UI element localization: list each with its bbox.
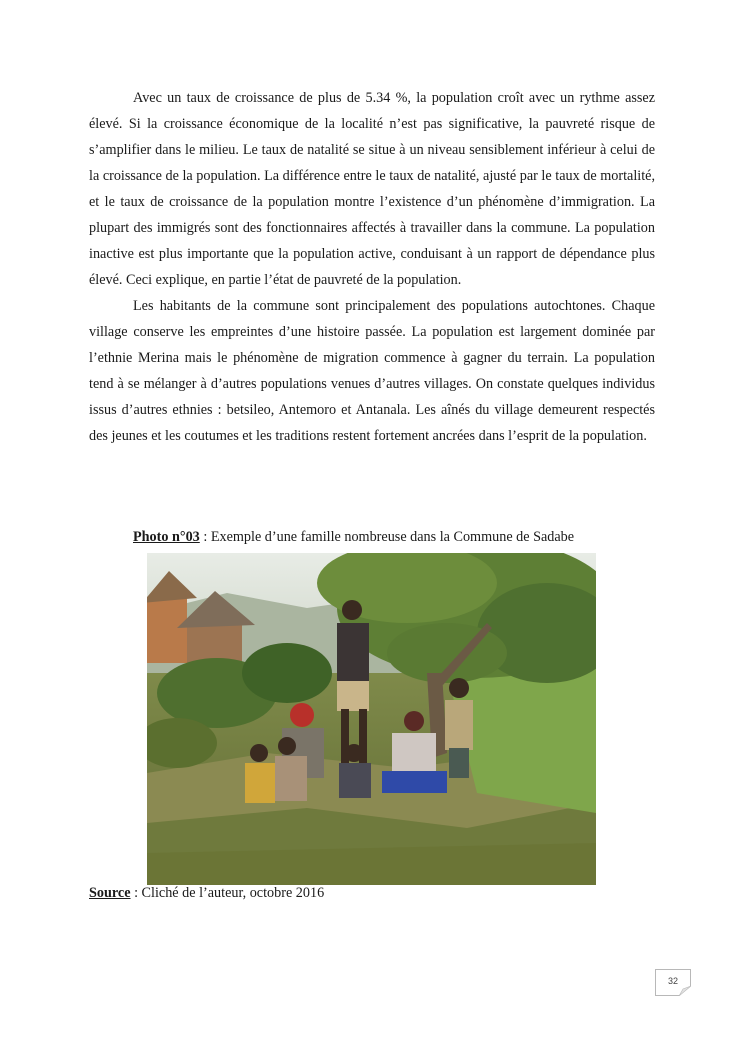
source-label: Source <box>89 885 131 901</box>
page-curl-icon <box>679 986 691 996</box>
photo-caption-text: : Exemple d’une famille nombreuse dans la Commune de Sadabe <box>199 529 575 545</box>
family-photo <box>147 553 596 885</box>
family-photo-illustration <box>147 553 596 885</box>
paragraph-1: Avec un taux de croissance de plus de 5.34 %, la population croît avec un rythme assez élevé. Si la croissance économique de la localité n’est pas significative, la pauvreté risque de s’amplifier dans le milieu. Le taux de natalité se situe à un niveau sensiblement inférieur à celui de la croissance de la population. La différence entre le taux de natalité, ajusté par le taux de mortalité, et le taux de croissance de la population montre l’existence d’un phénomène d’immigration. La plupart des immigrés sont des fonctionnaires affectés à travailler dans la commune. La population inactive est plus importante que la population active, conduisant à un rapport de dépendance plus élevé. Ceci explique, en partie l’état de pauvreté de la population. <box>89 90 655 288</box>
page-number-box <box>655 969 691 996</box>
body-text <box>89 85 655 449</box>
photo-source <box>89 883 324 903</box>
photo-caption-label: Photo n°03 <box>133 529 200 545</box>
source-text: : Cliché de l’auteur, octobre 2016 <box>130 885 325 901</box>
photo-caption <box>133 527 574 547</box>
paragraph-2: Les habitants de la commune sont principalement des populations autochtones. Chaque village conserve les empreintes d’une histoire passée. La population est largement dominée par l’ethnie Merina mais le phénomène de migration commence à gagner du terrain. La population tend à se mélanger à d’autres populations venues d’autres villages. On constate quelques individus issus d’autres ethnies : betsileo, Antemoro et Antanala. Les aînés du village demeurent respectés des jeunes et les coutumes et les traditions restent fortement ancrées dans l’esprit de la population. <box>89 298 655 444</box>
page-number: 32 <box>667 976 678 986</box>
